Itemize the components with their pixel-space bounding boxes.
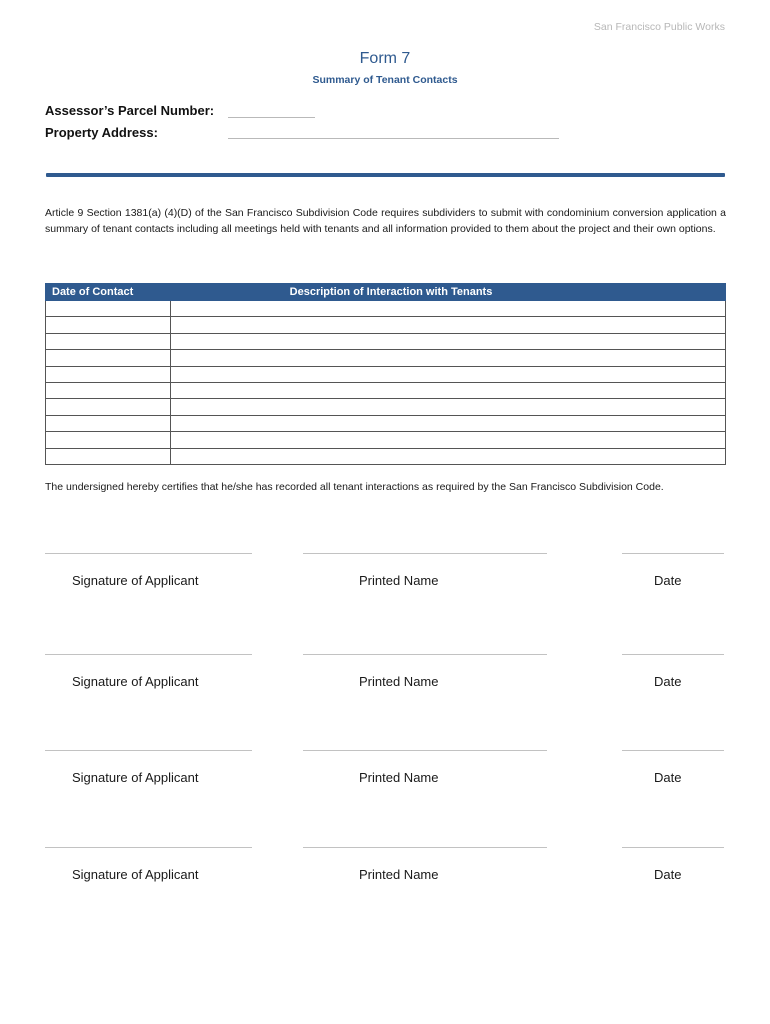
signature-line[interactable] — [45, 553, 252, 554]
signature-line[interactable] — [45, 654, 252, 655]
date-line[interactable] — [622, 750, 724, 751]
column-header-description: Description of Interaction with Tenants — [171, 284, 726, 301]
date-label: Date — [654, 867, 682, 882]
table-row — [46, 333, 726, 349]
property-address-line[interactable] — [228, 138, 559, 139]
printed-name-line[interactable] — [303, 750, 547, 751]
property-address-label: Property Address: — [45, 125, 158, 140]
certification-text: The undersigned hereby certifies that he/she has recorded all tenant interactions as required by the San Francisco Subdivision Code. — [45, 481, 664, 493]
tenant-contacts-table — [45, 283, 726, 465]
description-cell[interactable] — [171, 432, 726, 448]
date-cell[interactable] — [46, 399, 171, 415]
parcel-number-line[interactable] — [228, 117, 315, 118]
description-cell[interactable] — [171, 350, 726, 366]
table-row — [46, 448, 726, 464]
date-line[interactable] — [622, 553, 724, 554]
description-cell[interactable] — [171, 333, 726, 349]
table-row — [46, 432, 726, 448]
printed-name-label: Printed Name — [359, 867, 439, 882]
signature-label: Signature of Applicant — [72, 674, 199, 689]
date-cell[interactable] — [46, 350, 171, 366]
description-cell[interactable] — [171, 448, 726, 464]
description-cell[interactable] — [171, 382, 726, 398]
printed-name-line[interactable] — [303, 553, 547, 554]
description-cell[interactable] — [171, 366, 726, 382]
description-cell[interactable] — [171, 317, 726, 333]
printed-name-label: Printed Name — [359, 674, 439, 689]
table-row — [46, 350, 726, 366]
table-row — [46, 366, 726, 382]
signature-line[interactable] — [45, 750, 252, 751]
date-cell[interactable] — [46, 382, 171, 398]
description-cell[interactable] — [171, 399, 726, 415]
signature-label: Signature of Applicant — [72, 573, 199, 588]
printed-name-line[interactable] — [303, 847, 547, 848]
date-line[interactable] — [622, 847, 724, 848]
printed-name-label: Printed Name — [359, 573, 439, 588]
date-cell[interactable] — [46, 448, 171, 464]
signature-label: Signature of Applicant — [72, 867, 199, 882]
table-row — [46, 399, 726, 415]
date-cell[interactable] — [46, 317, 171, 333]
table-row — [46, 382, 726, 398]
date-label: Date — [654, 573, 682, 588]
divider-rule — [46, 173, 725, 177]
column-header-date: Date of Contact — [46, 284, 171, 301]
printed-name-label: Printed Name — [359, 770, 439, 785]
printed-name-line[interactable] — [303, 654, 547, 655]
table-row — [46, 415, 726, 431]
table-row — [46, 301, 726, 317]
date-cell[interactable] — [46, 301, 171, 317]
date-line[interactable] — [622, 654, 724, 655]
description-cell[interactable] — [171, 415, 726, 431]
signature-block — [0, 553, 770, 593]
intro-paragraph: Article 9 Section 1381(a) (4)(D) of the San Francisco Subdivision Code requires subdividers to submit with condominium conversion application a summary of tenant contacts including all meetings held with tenants and all information provided to them about the project and their own options. — [45, 207, 726, 235]
parcel-number-label: Assessor’s Parcel Number: — [45, 103, 215, 118]
date-cell[interactable] — [46, 415, 171, 431]
signature-line[interactable] — [45, 847, 252, 848]
date-label: Date — [654, 674, 682, 689]
organization-header: San Francisco Public Works — [593, 21, 725, 33]
date-cell[interactable] — [46, 333, 171, 349]
table-header-row — [46, 284, 726, 301]
form-title: Form 7 — [359, 50, 411, 67]
date-cell[interactable] — [46, 432, 171, 448]
description-cell[interactable] — [171, 301, 726, 317]
signature-label: Signature of Applicant — [72, 770, 199, 785]
date-label: Date — [654, 770, 682, 785]
table-row — [46, 317, 726, 333]
signature-block — [0, 847, 770, 887]
signature-block — [0, 654, 770, 694]
signature-block — [0, 750, 770, 790]
date-cell[interactable] — [46, 366, 171, 382]
form-subtitle: Summary of Tenant Contacts — [312, 74, 458, 86]
